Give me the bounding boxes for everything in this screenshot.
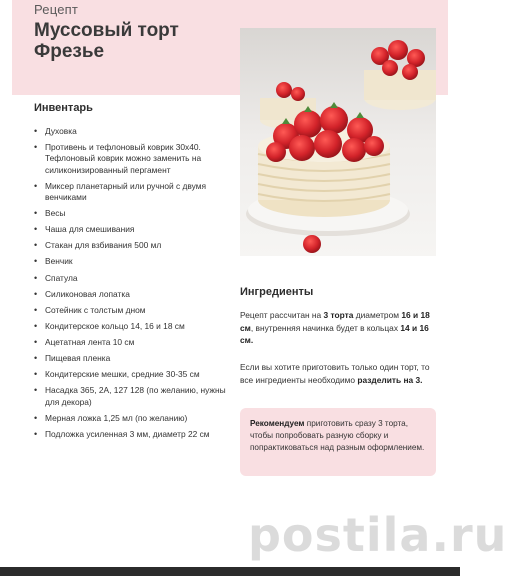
inventory-list <box>34 126 234 445</box>
list-item: • Ацетатная лента 10 см <box>34 337 234 348</box>
list-item: • Мерная ложка 1,25 мл (по желанию) <box>34 413 234 424</box>
bold-segment: 16 и 18 см <box>240 310 430 333</box>
inventory-title: Инвентарь <box>34 102 93 114</box>
bottom-strip <box>0 567 460 576</box>
list-item: • Чаша для смешивания <box>34 224 234 235</box>
bold-segment: 3 торта <box>323 310 354 320</box>
ingredients-paragraph-2 <box>240 361 436 386</box>
list-item: • Сотейник с толстым дном <box>34 305 234 316</box>
list-item: • Духовка <box>34 126 234 137</box>
list-item: • Силиконовая лопатка <box>34 289 234 300</box>
text-segment: , внутренняя начинка будет в кольцах <box>250 322 401 333</box>
list-item: • Пищевая пленка <box>34 353 234 364</box>
note-bold: Рекомендуем <box>250 419 305 428</box>
list-item: • Стакан для взбивания 500 мл <box>34 240 234 251</box>
cake-photo <box>240 28 436 256</box>
list-item: • Миксер планетарный или ручной с двумя венчиками <box>34 181 234 204</box>
bold-segment: 14 и 16 см. <box>240 322 429 345</box>
recommendation-note <box>240 408 436 476</box>
list-item: • Спатула <box>34 273 234 284</box>
list-item: • Подложка усиленная 3 мм, диаметр 22 см <box>34 429 234 440</box>
header-label: Рецепт <box>34 2 79 17</box>
list-item: • Кондитерское кольцо 14, 16 и 18 см <box>34 321 234 332</box>
ingredients-title: Ингредиенты <box>240 286 314 298</box>
list-item: • Насадка 365, 2А, 127 128 (по желанию, нужны для декора) <box>34 385 234 408</box>
list-item: • Весы <box>34 208 234 219</box>
note-text: приготовить сразу 3 торта, чтобы попробовать разную сборку и попрактиковаться над разным оформлением. <box>250 419 425 452</box>
bold-segment: разделить на 3. <box>357 374 423 385</box>
list-item: • Противень и тефлоновый коврик 30x40. Тефлоновый коврик можно заменить на силиконизированный пергамент <box>34 142 234 176</box>
text-segment: Рецепт рассчитан на <box>240 310 324 320</box>
text-segment: Если вы хотите приготовить только один торт, то все ингредиенты необходимо <box>240 362 430 385</box>
text-segment: диаметром <box>353 310 402 320</box>
recipe-title: Муссовый торт Фрезье <box>34 20 179 62</box>
list-item: • Кондитерские мешки, средние 30-35 см <box>34 369 234 380</box>
strawberry-cake-image <box>240 28 436 256</box>
watermark: postila.ru <box>248 508 507 562</box>
ingredients-paragraph-1 <box>240 309 436 347</box>
list-item: • Венчик <box>34 256 234 267</box>
